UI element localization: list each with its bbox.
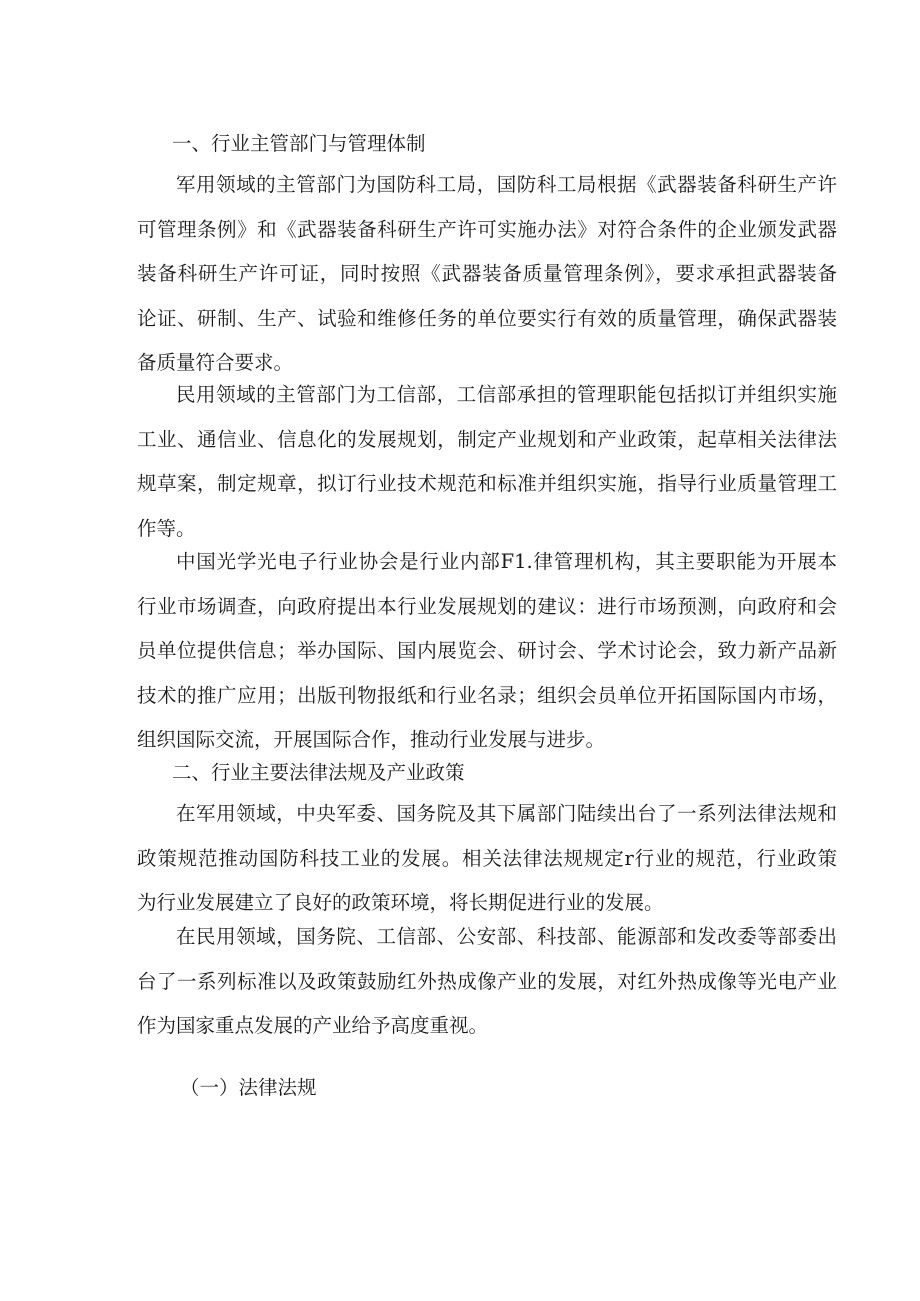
text-line: 装备科研生产许可证，同时按照《武器装备质量管理条例》，要求承担武器装备 xyxy=(137,262,837,285)
section-heading-1: 一、行业主管部门与管理体制 xyxy=(172,132,426,155)
paragraph-civil-regulations xyxy=(137,915,837,1049)
paragraph-military-authority xyxy=(137,163,837,386)
text-line: 论证、研制、生产、试验和维修任务的单位要实行有效的质量管理，确保武器装 xyxy=(137,306,837,330)
text-line: 在民用领域，国务院、工信部、公安部、科技部、能源部和发改委等部委出 xyxy=(176,925,837,948)
text-line: 组织国际交流，开展国际合作，推动行业发展与进步。 xyxy=(137,728,606,751)
text-line: 备质量符合要求。 xyxy=(137,351,294,374)
text-line: 员单位提供信息；举办国际、国内展览会、研讨会、学术讨论会，致力新产品新 xyxy=(137,639,837,662)
text-line: 作等。 xyxy=(137,516,196,540)
text-line: 中国光学光电子行业协会是行业内部F1.律管理机构，其主要职能为开展本 xyxy=(176,550,837,573)
paragraph-civil-authority xyxy=(137,373,837,551)
text-line: 军用领域的主管部门为国防科工局，国防科工局根据《武器装备科研生产许 xyxy=(176,173,837,196)
text-line: 规草案，制定规章，拟订行业技术规范和标准并组织实施，指导行业质量管理工 xyxy=(137,472,837,495)
subsection-heading-laws: （一）法律法规 xyxy=(180,1076,317,1099)
text-line: 民用领域的主管部门为工信部，工信部承担的管理职能包括拟订并组织实施 xyxy=(176,383,837,406)
text-line: 技术的推广应用；出版刊物报纸和行业名录；组织会员单位开拓国际国内市场， xyxy=(137,683,837,707)
text-line: 为行业发展建立了良好的政策环境，将长期促进行业的发展。 xyxy=(137,891,664,914)
section-heading-2: 二、行业主要法律法规及产业政策 xyxy=(172,761,465,784)
text-line: 工业、通信业、信息化的发展规划，制定产业规划和产业政策，起草相关法律法 xyxy=(137,427,837,451)
text-line: 可管理条例》和《武器装备科研生产许可实施办法》对符合条件的企业颁发武器 xyxy=(137,217,837,241)
text-line: 作为国家重点发展的产业给予高度重视。 xyxy=(137,1014,489,1037)
text-line: 在军用领域，中央军委、国务院及其下属部门陆续出台了一系列法律法规和 xyxy=(176,802,837,825)
paragraph-industry-association xyxy=(137,540,837,763)
paragraph-military-regulations xyxy=(137,792,837,926)
text-line: 政策规范推动国防科技工业的发展。相关法律法规规定r行业的规范，行业政策 xyxy=(137,846,837,870)
text-line: 台了一系列标准以及政策鼓励红外热成像产业的发展，对红外热成像等光电产业 xyxy=(137,969,837,993)
text-line: 行业市场调查，向政府提出本行业发展规划的建议：进行市场预测，向政府和会 xyxy=(137,594,837,618)
